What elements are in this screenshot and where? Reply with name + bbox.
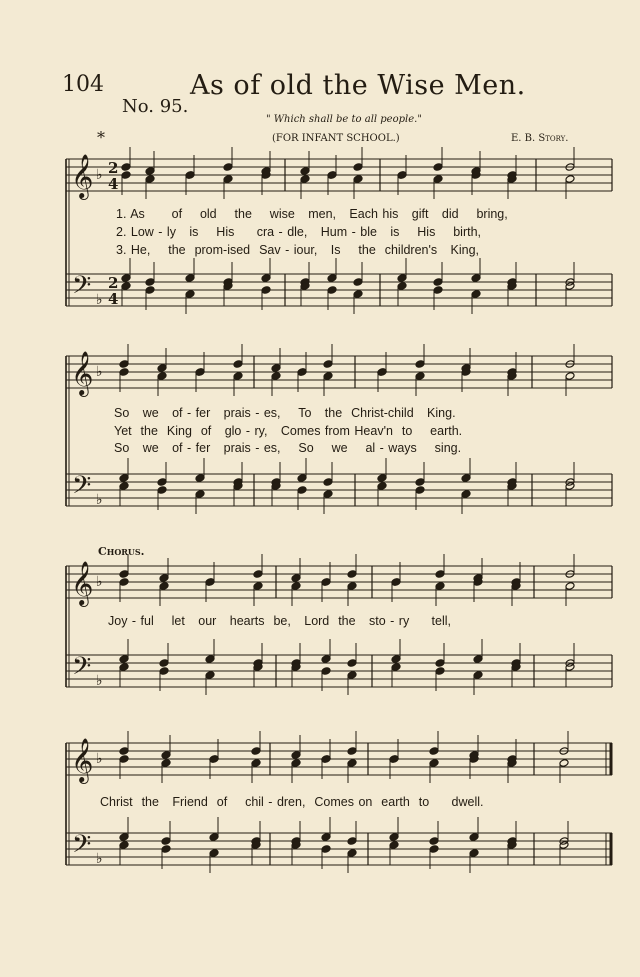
note-head [205,671,215,680]
epigraph: " Which shall be to all people." [266,114,422,125]
note-head [327,286,337,295]
bass-clef: 𝄢 [72,830,92,865]
note-head [435,582,445,591]
note-head [435,667,445,676]
chorus-label: Chorus. [98,545,145,558]
note-head [461,490,471,499]
hymn-title: As of old the Wise Men. [190,70,526,101]
note-head [121,274,131,283]
flat-sign: ♭ [96,364,103,380]
note-head [253,570,263,579]
note-head [161,751,171,760]
note-head [119,655,129,664]
note-head [565,372,575,381]
note-head [251,759,261,768]
note-head [159,582,169,591]
note-head [347,759,357,768]
bass-clef: 𝄢 [72,652,92,687]
note-head [253,582,263,591]
note-head [377,482,387,491]
note-head [119,841,129,850]
lyric-line: So we of - fer prais - es, To the Christ-child King. [114,406,456,420]
note-head [185,171,195,180]
bass-clef: 𝄢 [72,271,92,306]
note-head [161,837,171,846]
note-head [397,282,407,291]
note-head [353,290,363,299]
note-head [157,372,167,381]
time-signature: 4 [108,175,119,193]
note-head [565,175,575,184]
note-head [415,486,425,495]
note-head [391,663,401,672]
note-head [321,755,331,764]
note-head [429,759,439,768]
flat-sign: ♭ [96,673,103,689]
note-head [323,360,333,369]
note-head [397,274,407,283]
note-head [433,286,443,295]
note-head [389,841,399,850]
lyric-line: Yet the King of glo - ry, Comes from Heav'n to earth. [114,424,463,438]
note-head [469,849,479,858]
note-head [389,755,399,764]
note-head [377,368,387,377]
note-head [473,671,483,680]
note-head [397,171,407,180]
note-head [321,655,331,664]
note-head [321,833,331,842]
note-head [347,570,357,579]
note-head [195,474,205,483]
treble-clef: 𝄞 [71,561,94,605]
note-head [347,849,357,858]
note-head [271,364,281,373]
note-head [251,747,261,756]
composer: E. B. Story. [511,133,569,144]
note-head [159,574,169,583]
note-head [565,582,575,591]
note-head [473,655,483,664]
note-head [291,759,301,768]
note-head [415,478,425,487]
note-head [223,163,233,172]
note-head [377,474,387,483]
note-head [185,274,195,283]
hymn-number: No. 95. [122,96,189,117]
note-head [429,837,439,846]
note-head [159,659,169,668]
note-head [471,274,481,283]
note-head [389,833,399,842]
note-head [297,474,307,483]
note-head [223,175,233,184]
note-head [391,655,401,664]
flat-sign: ♭ [96,574,103,590]
note-head [327,171,337,180]
flat-sign: ♭ [96,492,103,508]
note-head [469,833,479,842]
flat-sign: ♭ [96,167,103,183]
note-head [195,490,205,499]
note-head [391,578,401,587]
note-head [119,474,129,483]
note-head [321,845,331,854]
time-signature: 2 [108,159,119,177]
flat-sign: ♭ [96,851,103,867]
note-head [429,845,439,854]
note-head [145,167,155,176]
note-head [321,578,331,587]
note-head [157,364,167,373]
note-head [209,755,219,764]
note-head [433,278,443,287]
note-head [433,163,443,172]
bass-clef: 𝄢 [72,471,92,506]
time-signature: 4 [108,290,119,308]
note-head [271,372,281,381]
note-head [145,286,155,295]
note-head [415,360,425,369]
note-head [157,478,167,487]
note-head [159,667,169,676]
lyric-line: So we of - fer prais - es, So we al - ways sing. [114,441,462,455]
note-head [185,290,195,299]
note-head [347,582,357,591]
note-head [119,833,129,842]
note-head [119,747,129,756]
note-head [291,582,301,591]
note-head [145,175,155,184]
note-head [461,474,471,483]
note-head [119,578,129,587]
note-head [559,759,569,768]
note-head [353,163,363,172]
note-head [119,368,129,377]
time-signature: 2 [108,274,119,292]
note-head [435,570,445,579]
note-head [323,490,333,499]
note-head [300,167,310,176]
flat-sign: ♭ [96,292,103,308]
lyric-line: 3. He, the prom-ised Sav - iour, Is the children's King, [116,243,480,257]
treble-clef: 𝄞 [71,738,94,782]
note-head [119,360,129,369]
asterisk-mark: * [97,128,105,147]
note-head [121,282,131,291]
note-head [353,175,363,184]
treble-clef: 𝄞 [71,351,94,395]
note-head [121,163,131,172]
note-head [291,574,301,583]
note-head [433,175,443,184]
subtitle: (FOR INFANT SCHOOL.) [272,133,400,144]
flat-sign: ♭ [96,751,103,767]
lyric-line: Christ the Friend of chil - dren, Comes on earth to dwell. [100,795,484,809]
note-head [119,570,129,579]
note-head [161,759,171,768]
note-head [327,274,337,283]
note-head [291,751,301,760]
note-head [321,667,331,676]
note-head [323,372,333,381]
lyric-line: 1. As of old the wise men, Each his gift did bring, [116,207,508,221]
note-head [297,368,307,377]
note-head [209,849,219,858]
note-head [300,175,310,184]
note-head [121,171,131,180]
note-head [119,663,129,672]
note-head [415,372,425,381]
lyric-line: Joy - ful let our hearts be, Lord the sto - ry tell, [108,614,452,628]
note-head [297,486,307,495]
note-head [353,278,363,287]
note-head [323,478,333,487]
note-head [429,747,439,756]
note-head [347,747,357,756]
note-head [233,360,243,369]
note-head [119,482,129,491]
note-head [145,278,155,287]
note-head [205,578,215,587]
note-head [233,372,243,381]
note-head [261,274,271,283]
page-number: 104 [62,72,104,97]
note-head [347,837,357,846]
note-head [119,755,129,764]
note-head [157,486,167,495]
treble-clef: 𝄞 [71,154,94,198]
note-head [195,368,205,377]
note-head [209,833,219,842]
lyric-line: 2. Low - ly is His cra - dle, Hum - ble is His birth, [116,225,482,239]
note-head [261,286,271,295]
note-head [435,659,445,668]
note-head [205,655,215,664]
note-head [161,845,171,854]
note-head [471,290,481,299]
note-head [347,671,357,680]
note-head [347,659,357,668]
